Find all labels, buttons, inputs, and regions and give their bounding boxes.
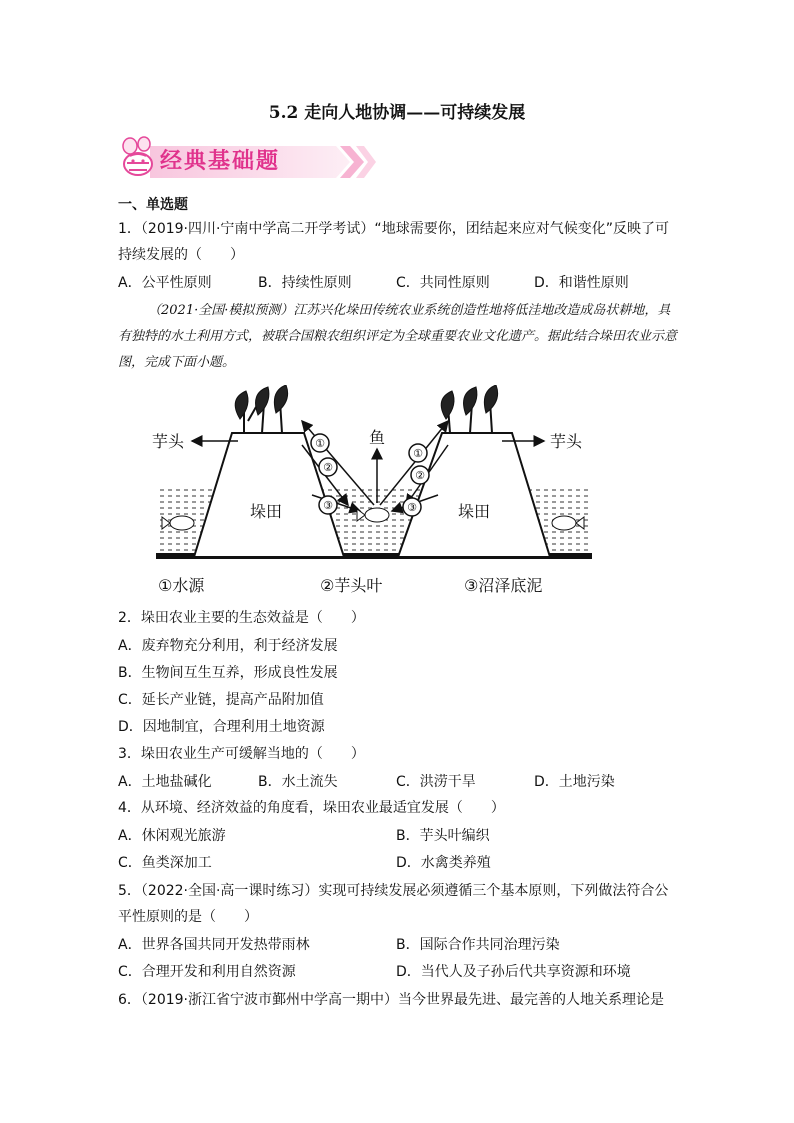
- question-1-option-b[interactable]: B．持续性原则: [258, 275, 352, 291]
- question-5-options: [118, 934, 678, 984]
- question-4-stem: 4．从环境、经济效益的角度看，垛田农业最适宜发展（ ）: [118, 800, 505, 816]
- legend-taro-leaf: ②芋头叶: [320, 576, 383, 595]
- mark-3-right: ③: [407, 501, 417, 514]
- mark-3-left: ③: [323, 499, 333, 512]
- question-3-options: [118, 771, 678, 793]
- question-4-option-b[interactable]: B．芋头叶编织: [396, 828, 490, 844]
- legend-mud: ③沼泽底泥: [464, 576, 543, 595]
- question-1-option-c[interactable]: C．共同性原则: [396, 275, 490, 291]
- question-1-stem: 1．（2019·四川·宁南中学高二开学考试）“地球需要你，团结起来应对气候变化”反映了可持续发展的（ ）: [118, 221, 669, 263]
- question-4-options: [118, 825, 678, 875]
- label-fish: 鱼: [369, 428, 386, 447]
- question-1-options: [118, 272, 678, 294]
- reading-passage: （2021·全国·模拟预测）江苏兴化垛田传统农业系统创造性地将低洼地改造成岛状耕地，具有独特的水土利用方式，被联合国粮农组织评定为全球重要农业文化遗产。据此结合垛田农业示意图，完成下面小题。: [118, 303, 678, 370]
- question-6-stem: 6．（2019·浙江省宁波市鄞州中学高一期中）当今世界最先进、最完善的人地关系理论是: [118, 992, 664, 1008]
- banner-label: 经典基础题: [160, 149, 281, 174]
- question-4-option-c[interactable]: C．鱼类深加工: [118, 855, 212, 871]
- question-5-option-b[interactable]: B．国际合作共同治理污染: [396, 937, 560, 953]
- mark-1-left: ①: [315, 437, 325, 450]
- section-banner: [118, 132, 378, 182]
- dotian-diagram: [152, 385, 592, 600]
- legend-water: ①水源: [158, 576, 205, 595]
- label-field-left: 垛田: [250, 502, 283, 521]
- question-2-option-d[interactable]: D．因地制宜，合理利用土地资源: [118, 719, 325, 735]
- page-title: 5.2 走向人地协调——可持续发展: [268, 103, 526, 123]
- question-5-option-c[interactable]: C．合理开发和利用自然资源: [118, 964, 296, 980]
- mark-2-right: ②: [415, 469, 425, 482]
- question-2-option-c[interactable]: C．延长产业链，提高产品附加值: [118, 692, 324, 708]
- question-3-stem: 3．垛田农业生产可缓解当地的（ ）: [118, 746, 365, 762]
- label-taro-right: 芋头: [550, 432, 583, 451]
- question-2-option-a[interactable]: A．废弃物充分利用，利于经济发展: [118, 638, 338, 654]
- question-5-option-a[interactable]: A．世界各国共同开发热带雨林: [118, 937, 310, 953]
- section-heading: 一、单选题: [118, 197, 188, 213]
- label-taro-left: 芋头: [152, 432, 185, 451]
- mark-1-right: ①: [413, 447, 423, 460]
- question-1-option-a[interactable]: A．公平性原则: [118, 275, 212, 291]
- mark-2-left: ②: [323, 461, 333, 474]
- question-1-option-d[interactable]: D．和谐性原则: [534, 275, 629, 291]
- question-3-option-a[interactable]: A．土地盐碱化: [118, 774, 212, 790]
- taro-plant-icon: [235, 385, 287, 433]
- question-2-stem: 2．垛田农业主要的生态效益是（ ）: [118, 610, 365, 626]
- question-4-option-a[interactable]: A．休闲观光旅游: [118, 828, 226, 844]
- question-4-option-d[interactable]: D．水禽类养殖: [396, 855, 491, 871]
- question-3-option-b[interactable]: B．水土流失: [258, 774, 338, 790]
- taro-plant-icon: [441, 385, 497, 433]
- question-5-option-d[interactable]: D．当代人及子孙后代共享资源和环境: [396, 964, 631, 980]
- question-5-stem: 5．（2022·全国·高一课时练习）实现可持续发展必须遵循三个基本原则，下列做法符合公平性原则的是（ ）: [118, 883, 669, 925]
- question-3-option-d[interactable]: D．土地污染: [534, 774, 615, 790]
- label-field-right: 垛田: [458, 502, 491, 521]
- question-3-option-c[interactable]: C．洪涝干旱: [396, 774, 476, 790]
- bee-icon: [123, 137, 152, 175]
- question-2-option-b[interactable]: B．生物间互生互养，形成良性发展: [118, 665, 338, 681]
